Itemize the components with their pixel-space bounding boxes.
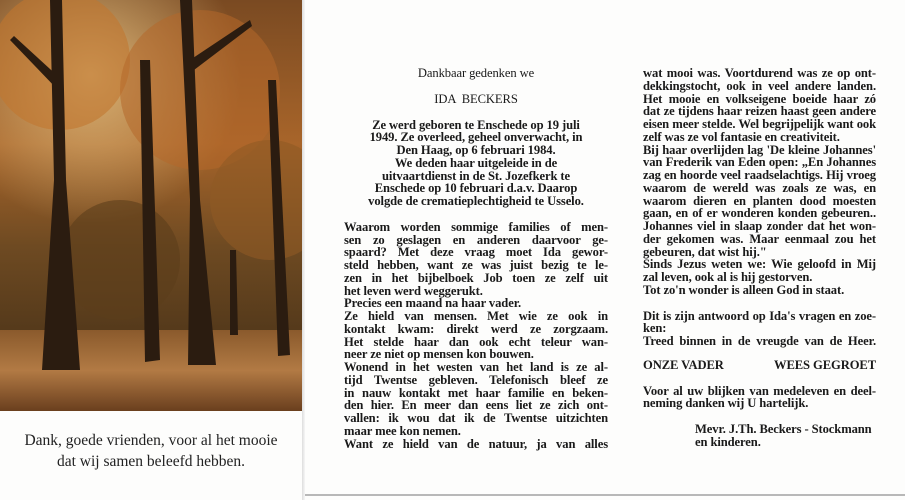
body-line: Waarom worden sommige families of men- (344, 219, 608, 234)
signature-line: en kinderen. (695, 434, 761, 449)
body-line: steld hebben, want ze was juist bezig te le- (344, 258, 608, 272)
body-line: zen in het bijbelboek Job toen ze zelf uit (344, 270, 608, 285)
bio-line: volgde de crematieplechtigheid te Usselo. (368, 194, 584, 208)
autumn-forest-photo (0, 0, 302, 411)
intro-line: Dankbaar gedenken we (417, 66, 535, 80)
bio-line: Ze werd geboren te Enschede op 19 juli (372, 117, 580, 132)
body-line: dekkingstocht, ook in veel andere landen. (643, 78, 876, 93)
body-line: zag en hoorde veel raadselachtigs. Hij vroeg (643, 168, 876, 182)
thanks-line: neming danken wij U hartelijk. (643, 396, 809, 411)
body-line: vallen: ik wou dat ik de Twentse uitzichten (344, 411, 608, 425)
body-line: Tot zo'n wonder is alleen God in staat. (643, 282, 845, 297)
body-line: Wonend in het westen van het land is ze al- (344, 360, 608, 374)
body-line: Want ze hield van de natuur, ja van alles (344, 436, 608, 451)
card-fold (302, 0, 305, 500)
body-line: waarom de wereld was zoals ze was, en (643, 180, 876, 195)
body-line: maar mee kon nemen. (344, 423, 461, 438)
body-line: Sinds Jezus weten we: Wie geloofd in Mij (643, 257, 876, 272)
body-line: gaan, en of er wonderen konden gebeuren.. (643, 206, 876, 221)
caption-line: Dank, goede vrienden, voor al het mooie (24, 432, 278, 449)
scan-edge (305, 494, 905, 496)
bio-line: Den Haag, op 6 februari 1984. (396, 143, 556, 157)
body-line: waarom dieren en planten dood moesten (643, 193, 876, 208)
body-line: Het stelde haar dan ook echt teleur wan- (344, 334, 608, 349)
body-line: in nauw kontakt met haar familie en beken- (344, 385, 608, 400)
bio-line: Enschede op 10 februari d.a.v. Daarop (374, 181, 578, 196)
prayer-onze-vader: ONZE VADER (643, 357, 724, 372)
body-line: van Frederik van Eden open: „En Johannes (643, 155, 876, 170)
text-column-left (344, 67, 608, 450)
body-line: zal leven, ook al is hij gestorven. (643, 270, 813, 284)
body-line: tijd Twentse gebleven. Telefonisch bleef ze (344, 372, 608, 387)
body-line: Ze hield van mensen. Met wie ze ook in (344, 309, 608, 323)
body-line: spaard? Met deze vraag moet Ida gewor- (344, 245, 608, 260)
body-line: eisen meer stelde. Wel begrijpelijk want ook (643, 117, 876, 131)
body-line: Johannes viel in slaap zonder dat het won- (643, 219, 876, 233)
body-line: gebeuren, dat wist hij." (643, 244, 767, 259)
bio-line: uitvaartdienst in de St. Jozefkerk te (382, 168, 570, 183)
text-column-right (643, 67, 876, 449)
body-line: sen zo geslagen en anderen daarvoor ge- (344, 232, 608, 247)
signature-line: Mevr. J.Th. Beckers - Stockmann (695, 422, 872, 436)
body-line: wat mooi was. Voortdurend was ze op ont- (643, 66, 876, 80)
deceased-name: IDA BECKERS (434, 91, 518, 106)
body-line: zelf was ze vol fantasie en creativiteit. (643, 129, 840, 144)
bio-line: 1949. Ze overleed, geheel onverwacht, in (369, 130, 583, 145)
body-line: dat ze tijdens haar reizen haast geen andere (643, 104, 876, 119)
bio-line: We deden haar uitgeleide in de (394, 155, 558, 170)
body-line: der gekomen was. Maar eenmaal zou het (643, 231, 876, 246)
body-line: kontakt kwam: direkt werd ze zorgzaam. (344, 321, 608, 336)
caption-line: dat wij samen beleefd hebben. (56, 453, 246, 470)
answer-line: ken: (643, 321, 667, 336)
body-line: den hier. En meer dan eens liet ze zich ont- (344, 398, 608, 413)
body-line: neer ze niet op mensen kon bouwen. (344, 347, 534, 362)
body-line: Bij haar overlijden lag 'De kleine Johannes' (643, 142, 876, 157)
answer-line: Dit is zijn antwoord op Ida's vragen en zoe- (643, 308, 876, 323)
photo-caption (0, 430, 302, 472)
prayer-wees-gegroet: WEES GEGROET (773, 357, 876, 372)
prayers (643, 359, 876, 372)
thanks-line: Voor al uw blijken van medeleven en deel- (643, 383, 876, 398)
answer-line: Treed binnen in de vreugde van de Heer. (643, 334, 876, 348)
body-line: het leven werd weggerukt. (344, 283, 483, 298)
body-line: Precies een maand na haar vader. (344, 296, 522, 311)
body-line: Het mooie en volkseigene boeide haar zó (643, 91, 876, 106)
